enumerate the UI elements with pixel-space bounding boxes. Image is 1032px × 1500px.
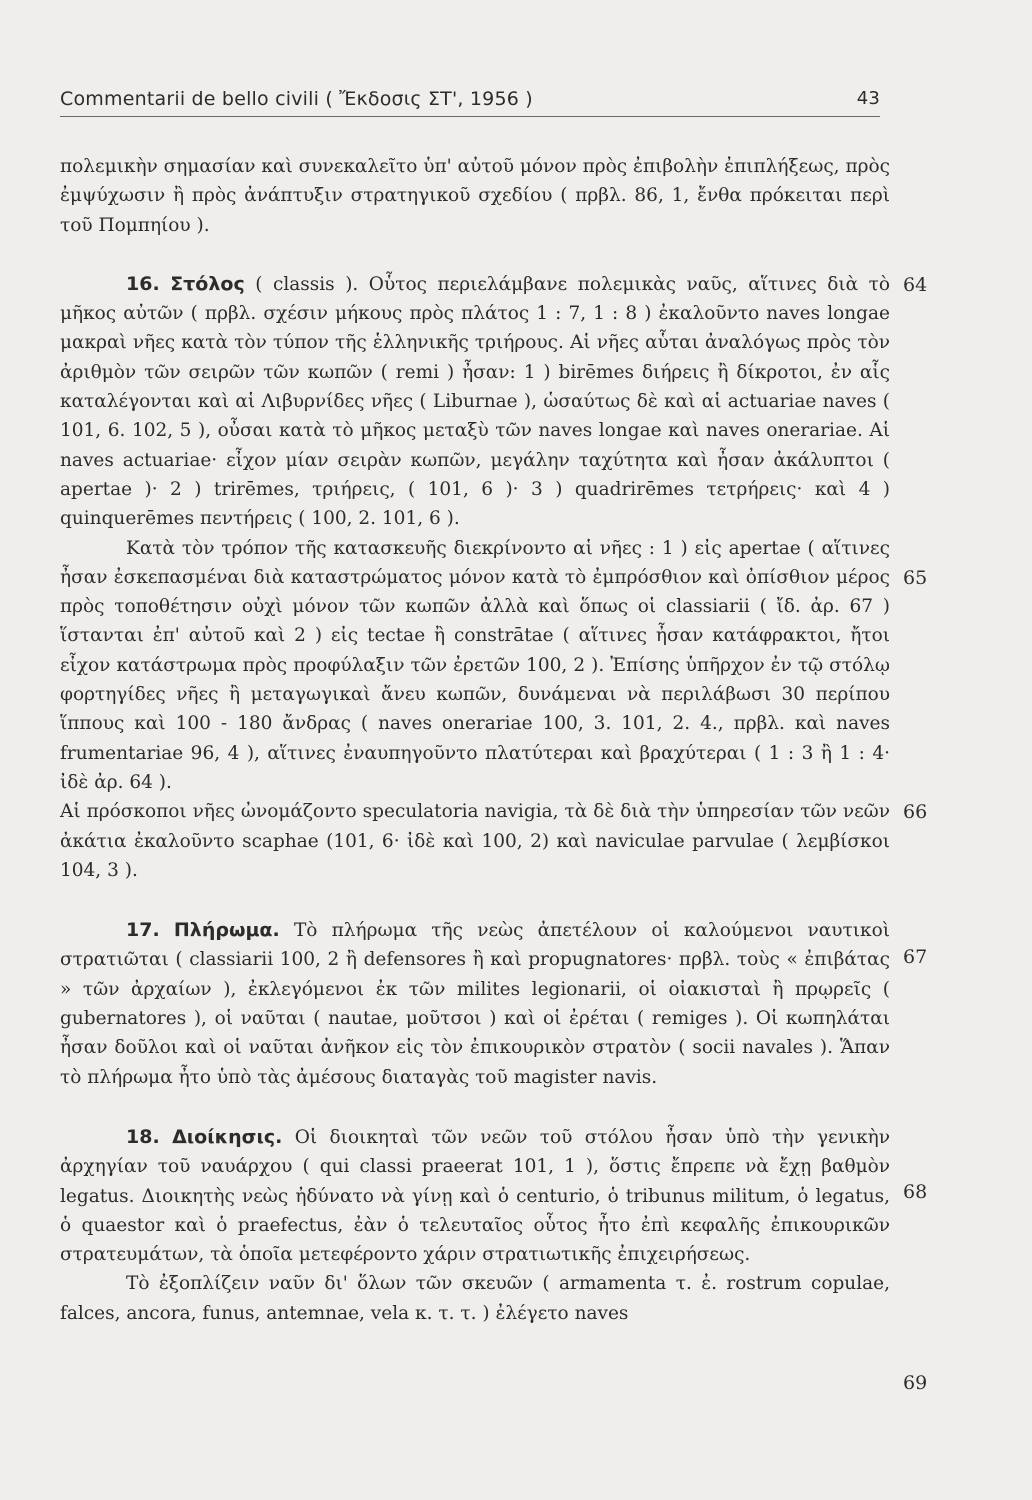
header-title: Commentarii de bello civili ( Ἔκδοσις ΣΤ', 1956 ) — [60, 88, 533, 110]
margin-number: 68 — [903, 1181, 928, 1203]
margin-number: 65 — [903, 567, 928, 589]
section-body: Τὸ πλήρωμα τῆς νεὼς ἀπετέλουν οἱ καλούμενοι ναυτικοὶ στρατιῶται ( classiarii 100, 2 ἢ defensores ἢ καὶ propugnatores· πρβλ. τοὺς « ἐπιβάτας » τῶν ἀρχαίων ), ἐκλεγόμενοι ἐκ τῶν milites legionarii, οἱ οἰακισταὶ ἢ πρῳρεῖς ( gubernatores ), οἱ ναῦται ( nautae, μοῦτσοι ) καὶ οἱ ἐρέται ( remiges ). Οἱ κωπηλάται ἦσαν δοῦλοι καὶ οἱ ναῦται ἀνῆκον εἰς τὸν ἐπικουρικὸν στρατὸν ( socii navales ). Ἅπαν τὸ πλήρωμα ἦτο ὑπὸ τὰς ἀμέσους διαταγὰς τοῦ magister navis. — [60, 920, 890, 1088]
section-title: Στόλος — [170, 272, 245, 295]
paragraph: Κατὰ τὸν τρόπον τῆς κατασκευῆς διεκρίνοντο αἱ νῆες : 1 ) εἰς apertae ( αἵτινες ἦσαν ἐσκεπασμέναι διὰ καταστρώματος μόνον κατὰ τὸ ἐμπρόσθιον καὶ ὀπίσθιον μέρος πρὸς τοποθέτησιν οὐχὶ μόνον τῶν κωπῶν ἀλλὰ καὶ ὅπως οἱ classiarii ( ἴδ. ἀρ. 67 ) ἵστανται ἐπ' αὐτοῦ καὶ 2 ) εἰς tectae ἢ constrātae ( αἵτινες ἦσαν κατάφρακτοι, ἤτοι εἶχον κατάστρωμα πρὸς προφύλαξιν τῶν ἐρετῶν 100, 2 ). Ἐπίσης ὑπῆρχον ἐν τῷ στόλῳ φορτηγίδες νῆες ἢ μεταγωγικαὶ ἄνευ κωπῶν, δυνάμεναι νὰ περιλάβωσι 30 περίπου ἵππους καὶ 100 - 180 ἄνδρας ( naves onerariae 100, 3. 101, 2. 4., πρβλ. καὶ naves frumentariae 96, 4 ), αἵτινες ἐναυπηγοῦντο πλατύτεραι καὶ βραχύτεραι ( 1 : 3 ἢ 1 : 4· ἰδὲ ἀρ. 64 ). — [60, 537, 890, 793]
margin-number: 66 — [903, 801, 928, 823]
text-column — [60, 152, 890, 1328]
section-16 — [60, 270, 890, 534]
paragraph: Τὸ ἐξοπλίζειν ναῦν δι' ὅλων τῶν σκευῶν ( armamenta τ. ἐ. rostrum copulae, falces, ancora, funus, antemnae, vela κ. τ. τ. ) ἐλέγετο naves — [60, 1273, 890, 1324]
section-18 — [60, 1123, 890, 1269]
section-body: ( classis ). Οὗτος περιελάμβανε πολεμικὰς ναῦς, αἵτινες διὰ τὸ μῆκος αὐτῶν ( πρβλ. σχέσιν μήκους πρὸς πλάτος 1 : 7, 1 : 8 ) ἐκαλοῦντο naves longae μακραὶ νῆες κατὰ τὸν τύπον τῆς ἑλληνικῆς τριήρους. Αἱ νῆες αὗται ἀναλόγως πρὸς τὸν ἀριθμὸν τῶν σειρῶν τῶν κωπῶν ( remi ) ἦσαν: 1 ) birēmes διήρεις ἢ δίκροτοι, ἐν αἷς καταλέγονται καὶ αἱ Λιβυρνίδες νῆες ( Liburnae ), ὡσαύτως δὲ καὶ αἱ actuariae naves ( 101, 6. 102, 5 ), οὖσαι κατὰ τὸ μῆκος μεταξὺ τῶν naves longae καὶ naves onerariae. Αἱ naves actuariae· εἶχον μίαν σειρὰν κωπῶν, μεγάλην ταχύτητα καὶ ἦσαν ἀκάλυπτοι ( apertae )· 2 ) trirēmes, τριήρεις, ( 101, 6 )· 3 ) quadrirēmes τετρήρεις· καὶ 4 ) quinquerēmes πεντήρεις ( 100, 2. 101, 6 ). — [60, 273, 890, 530]
section-title: Πλήρωμα. — [173, 919, 280, 942]
section-body: Οἱ διοικηταὶ τῶν νεῶν τοῦ στόλου ἦσαν ὑπὸ τὴν γενικὴν ἀρχηγίαν τοῦ ναυάρχου ( qui classi praeerat 101, 1 ), ὅστις ἔπρεπε νὰ ἔχῃ βαθμὸν legatus. Διοικητὴς νεὼς ἠδύνατο νὰ γίνῃ καὶ ὁ centurio, ὁ tribunus militum, ὁ legatus, ὁ quaestor καὶ ὁ praefectus, ἐὰν ὁ τελευταῖος οὗτος ἦτο ἐπὶ κεφαλῆς ἐπικουρικῶν στρατευμάτων, τὰ ὁποῖα μετεφέροντο χάριν στρατιωτικῆς ἐπιχειρήσεως. — [60, 1126, 891, 1266]
section-number: 17. — [126, 919, 160, 942]
margin-number: 67 — [903, 946, 928, 968]
margin-number: 64 — [903, 274, 928, 296]
running-header — [60, 88, 880, 117]
section-17 — [60, 916, 890, 1092]
paragraph: Αἱ πρόσκοποι νῆες ὠνομάζοντο speculatoria navigia, τὰ δὲ διὰ τὴν ὑπηρεσίαν τῶν νεῶν ἀκάτια ἐκαλοῦντο scaphae (101, 6· ἰδὲ καὶ 100, 2) καὶ naviculae parvulae ( λεμβίσκοι 104, 3 ). — [60, 801, 890, 881]
margin-number: 69 — [903, 1372, 928, 1394]
section-number: 16. — [126, 272, 160, 295]
section-title: Διοίκησις. — [172, 1125, 283, 1148]
section-number: 18. — [126, 1125, 160, 1148]
paragraph-intro: πολεμικὴν σημασίαν καὶ συνεκαλεῖτο ὑπ' αὐτοῦ μόνον πρὸς ἐπιβολὴν ἐπιπλήξεως, πρὸς ἐμψύχωσιν ἢ πρὸς ἀνάπτυξιν στρατηγικοῦ σχεδίου ( πρβλ. 86, 1, ἔνθα πρόκειται περὶ τοῦ Πομπηίου ). — [60, 156, 890, 236]
page-number: 43 — [856, 88, 880, 109]
